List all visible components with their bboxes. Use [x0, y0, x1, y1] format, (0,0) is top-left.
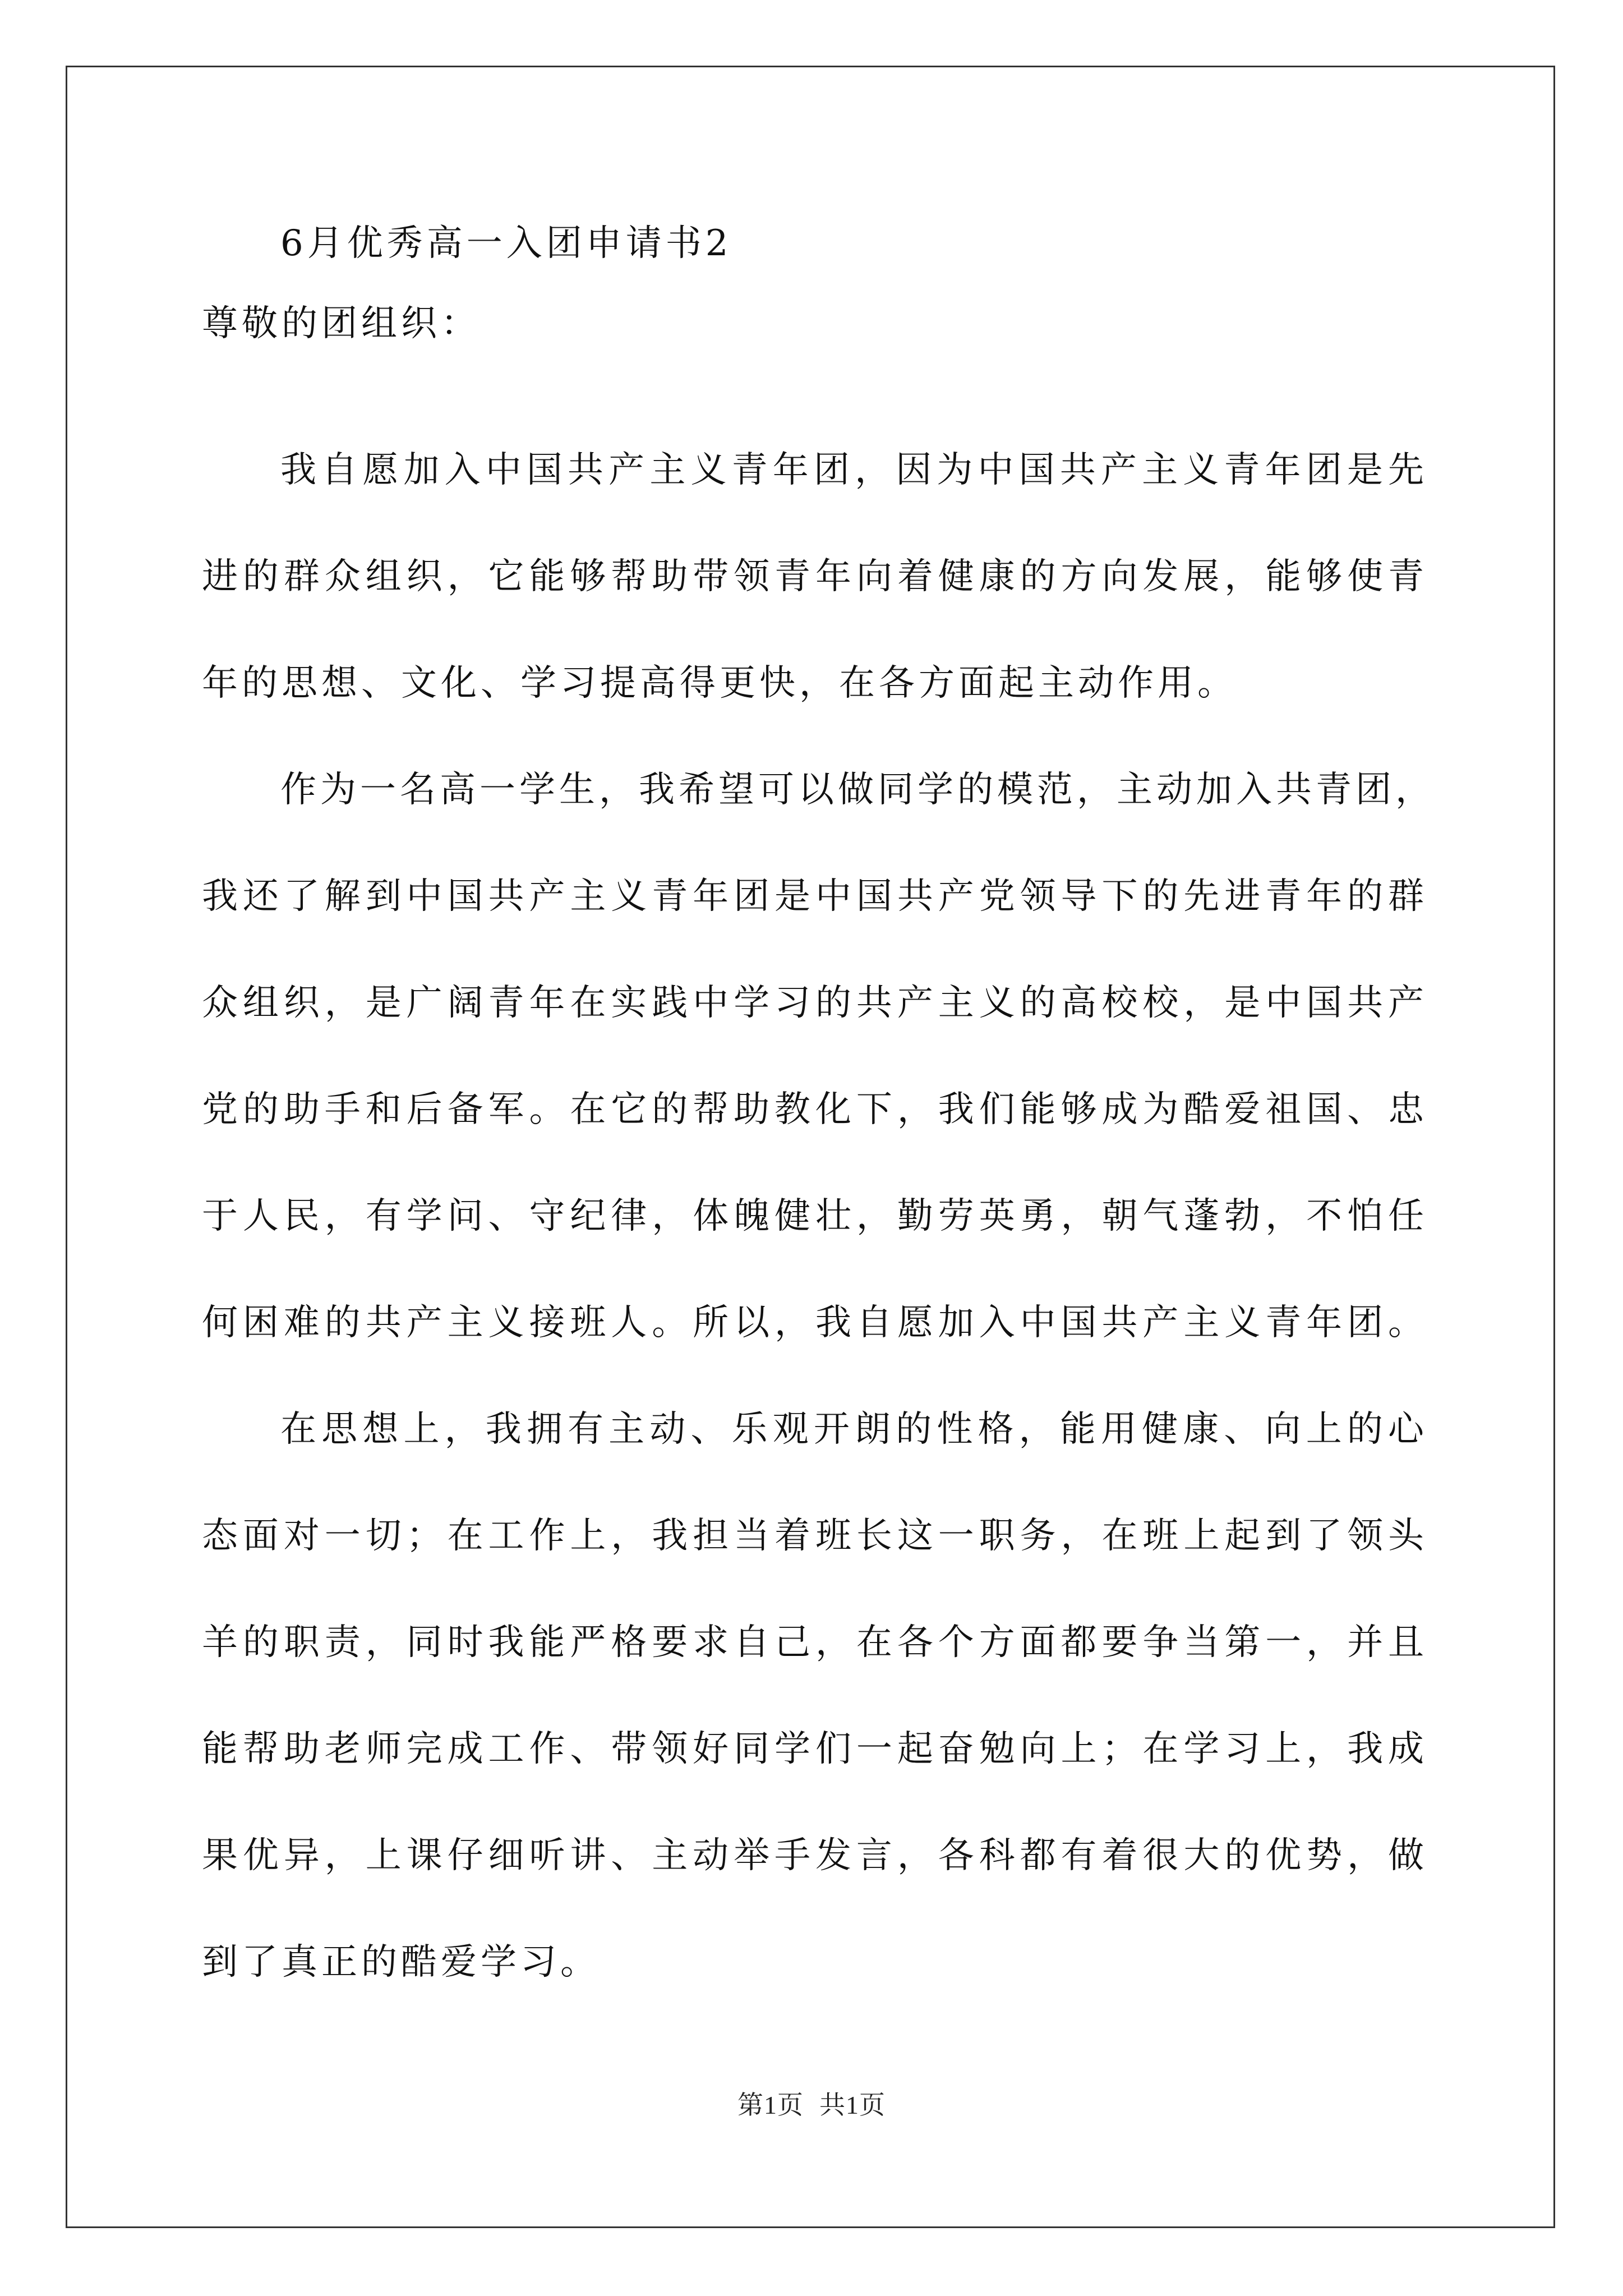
- paragraph-3-line-1: 在思想上，我拥有主动、乐观开朗的性格，能用健康、向上的心: [280, 1409, 1428, 1450]
- page-number-current: 第1页: [737, 2091, 804, 2119]
- paragraph-1-line-2: 进的群众组织，它能够帮助带领青年向着健康的方向发展，能够使青: [202, 556, 1428, 597]
- paragraph-2-line-6: 何困难的共产主义接班人。所以，我自愿加入中国共产主义青年团。: [202, 1302, 1428, 1343]
- paragraph-2-line-5: 于人民，有学问、守纪律，体魄健壮，勤劳英勇，朝气蓬勃，不怕任: [202, 1195, 1428, 1237]
- document-title: 6月优秀高一入团申请书2: [280, 223, 732, 264]
- paragraph-3-line-4: 能帮助老师完成工作、带领好同学们一起奋勉向上；在学习上，我成: [202, 1728, 1428, 1770]
- paragraph-3-line-2: 态面对一切；在工作上，我担当着班长这一职务，在班上起到了领头: [202, 1515, 1428, 1557]
- paragraph-1-line-1: 我自愿加入中国共产主义青年团，因为中国共产主义青年团是先: [280, 449, 1428, 491]
- paragraph-2-line-3: 众组织，是广阔青年在实践中学习的共产主义的高校校，是中国共产: [202, 982, 1428, 1024]
- page-number-total: 共1页: [819, 2091, 886, 2119]
- paragraph-2-line-4: 党的助手和后备军。在它的帮助教化下，我们能够成为酷爱祖国、忠: [202, 1089, 1428, 1130]
- paragraph-3-line-3: 羊的职责，同时我能严格要求自己，在各个方面都要争当第一，并且: [202, 1622, 1428, 1663]
- paragraph-2-line-1: 作为一名高一学生，我希望可以做同学的模范，主动加入共青团，: [280, 769, 1435, 811]
- paragraph-3-line-5: 果优异，上课仔细听讲、主动举手发言，各科都有着很大的优势，做: [202, 1835, 1428, 1876]
- page-footer: [0, 2092, 1623, 2118]
- page-border: [66, 66, 1555, 2228]
- paragraph-3-line-6: 到了真正的酷爱学习。: [202, 1941, 600, 1983]
- paragraph-2-line-2: 我还了解到中国共产主义青年团是中国共产党领导下的先进青年的群: [202, 876, 1428, 917]
- salutation: 尊敬的团组织：: [202, 303, 481, 344]
- paragraph-1-line-3: 年的思想、文化、学习提高得更快，在各方面起主动作用。: [202, 662, 1237, 704]
